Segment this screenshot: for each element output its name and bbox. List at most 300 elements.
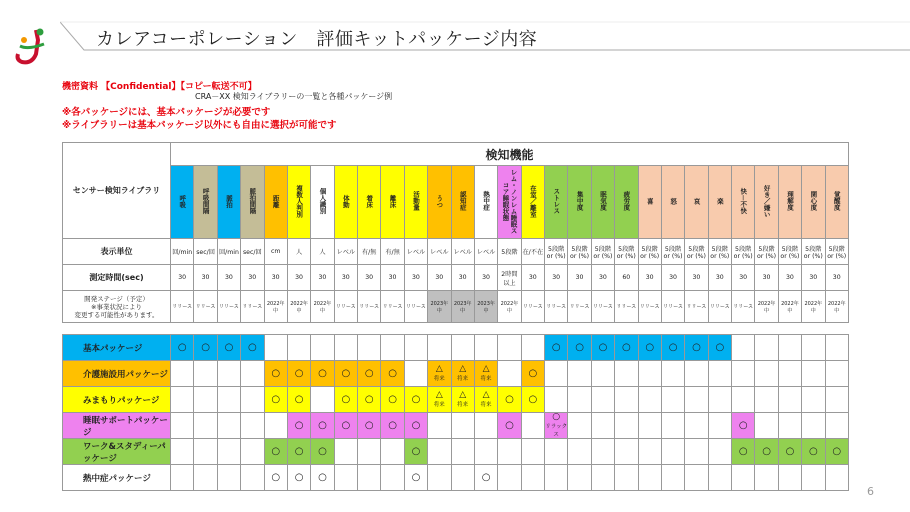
mark: ○ [645,342,655,353]
function-header [311,166,334,239]
unit-cell: 回/min [171,239,194,265]
function-name: 着床 [365,194,374,208]
mark: ○ [715,342,725,353]
mark-label: リラックス [545,424,568,438]
package-cell [521,439,544,465]
stage-row [63,291,849,323]
package-cell [591,439,614,465]
package-cell [264,413,287,439]
package-cell [171,439,194,465]
note-line-2: ※ライブラリーは基本パッケージ以外にも自由に選択が可能です [62,120,337,131]
function-name: 楽 [715,197,724,205]
function-name: 個人識別 [318,188,327,214]
spacer-row [63,323,849,335]
package-cell [381,361,404,387]
package-cell [241,335,264,361]
unit-cell: 回/min [217,239,240,265]
package-cell [217,387,240,413]
package-cell [708,387,731,413]
package-row [63,361,849,387]
package-cell [474,387,497,413]
mark-label: 将来 [433,376,445,382]
package-cell [217,335,240,361]
stage-cell: 2022年中 [755,291,778,323]
time-cell: 30 [381,265,404,291]
mark: ○ [388,420,397,431]
time-cell: 30 [732,265,755,291]
time-cell: 30 [521,265,544,291]
package-cell [568,361,591,387]
stage-cell: リリース [685,291,708,323]
function-header [825,166,848,239]
package-cell [498,439,521,465]
package-cell [755,465,778,491]
package-cell [194,413,217,439]
unit-row [63,239,849,265]
time-cell: 30 [171,265,194,291]
function-name: 体動 [341,194,350,208]
package-cell [802,361,825,387]
package-cell [825,387,848,413]
package-cell [661,335,684,361]
package-cell [381,413,404,439]
mark: ○ [411,394,421,405]
page-title: カレアコーポレーション 評価キットパッケージ内容 [96,29,538,50]
package-name: 熱中症パッケージ [63,465,171,491]
package-cell [241,387,264,413]
package-cell [545,465,568,491]
package-cell [404,439,427,465]
stage-cell: リリース [521,291,544,323]
package-cell [685,439,708,465]
package-cell [615,439,638,465]
mark: ○ [411,446,421,457]
package-cell [264,335,287,361]
package-cell [778,413,801,439]
package-cell [755,335,778,361]
mark: ○ [318,472,327,483]
mark-label: 将来 [433,402,445,408]
function-header [217,166,240,239]
package-cell [358,465,381,491]
package-cell [334,335,357,361]
time-cell: 30 [638,265,661,291]
mark-label: 将来 [457,402,469,408]
mark-label: 将来 [457,376,469,382]
package-cell [358,439,381,465]
function-name: 複数人判別 [295,184,304,218]
stage-cell: 2022年中 [825,291,848,323]
mark: ○ [388,368,397,379]
time-cell: 30 [685,265,708,291]
stage-cell: リリース [404,291,427,323]
time-cell: 30 [451,265,474,291]
package-cell [287,413,310,439]
company-logo [14,26,48,66]
package-cell [217,361,240,387]
mark: ○ [575,342,584,353]
package-cell [778,361,801,387]
function-header [404,166,427,239]
package-cell [474,335,497,361]
unit-cell: 5段階 [498,239,521,265]
mark: ○ [294,394,304,405]
unit-cell: 5段階 or (%) [778,239,801,265]
function-name: 脈拍間隔 [248,188,257,214]
time-cell: 30 [334,265,357,291]
package-cell [451,413,474,439]
package-cell [568,439,591,465]
package-cell [568,335,591,361]
unit-cell: 在/不在 [521,239,544,265]
confidential-note: 機密資料 【Confidential】【コピー転送不可】 [62,82,257,92]
mark: ○ [528,394,538,405]
package-cell [498,413,521,439]
function-header [755,166,778,239]
function-header [194,166,217,239]
package-cell [404,387,427,413]
mark: ○ [505,394,514,405]
unit-cell: 5段階 or (%) [732,239,755,265]
function-name: 好き／嫌い [762,184,771,218]
stage-cell: 2022年中 [498,291,521,323]
mark: ○ [271,472,281,483]
package-cell [358,387,381,413]
header-title-row [63,143,849,166]
stage-cell: 2022年中 [264,291,287,323]
package-cell [194,361,217,387]
package-cell [498,465,521,491]
package-cell [778,387,801,413]
package-cell [287,465,310,491]
package-cell [615,465,638,491]
function-header [287,166,310,239]
package-cell [591,387,614,413]
function-header [802,166,825,239]
package-cell [241,361,264,387]
stage-cell: リリース [638,291,661,323]
stage-cell: 2023年中 [474,291,497,323]
unit-cell: cm [264,239,287,265]
function-header [451,166,474,239]
unit-cell: 5段階 or (%) [802,239,825,265]
function-header [732,166,755,239]
time-cell: 30 [217,265,240,291]
package-name: ワーク&スタディーパッケージ [63,439,171,465]
unit-cell: 5段階 or (%) [638,239,661,265]
package-cell [358,413,381,439]
package-cell [171,387,194,413]
package-cell [287,439,310,465]
unit-cell: レベル [451,239,474,265]
package-cell [732,335,755,361]
package-cell [311,439,334,465]
mark: ○ [224,342,234,353]
time-cell: 30 [358,265,381,291]
unit-cell: レベル [404,239,427,265]
page-number: 6 [867,485,874,498]
unit-cell: 5段階 or (%) [755,239,778,265]
unit-cell: 有/無 [358,239,381,265]
package-cell [755,361,778,387]
package-cell [591,335,614,361]
time-cell: 30 [194,265,217,291]
stage-cell: 2022年中 [802,291,825,323]
package-cell [194,387,217,413]
unit-header: 表示単位 [63,239,171,265]
package-cell [545,387,568,413]
mark: ○ [762,446,771,457]
mark: ○ [294,368,304,379]
mark: ○ [247,342,257,353]
time-cell: 30 [264,265,287,291]
time-cell: 30 [311,265,334,291]
mark: △ [459,364,467,374]
function-name: 活動量 [411,191,420,211]
package-cell [498,335,521,361]
package-cell [661,413,684,439]
stage-cell: リリース [615,291,638,323]
stage-header: 開発ステージ（予定） ※事業状況により 変更する可能性があります。 [63,291,171,323]
package-cell [171,361,194,387]
function-header [638,166,661,239]
stage-cell: リリース [732,291,755,323]
stage-cell: リリース [661,291,684,323]
mark: ○ [294,446,304,457]
mark: ○ [271,446,281,457]
time-cell: 30 [802,265,825,291]
time-cell: 2時間以上 [498,265,521,291]
unit-cell: 5段階 or (%) [825,239,848,265]
function-name: レム・ノンレム睡眠スコア睡眠状態 [501,168,518,234]
package-row [63,465,849,491]
package-cell [451,387,474,413]
unit-cell: 5段階 or (%) [615,239,638,265]
mark: ○ [692,342,701,353]
package-cell [825,335,848,361]
package-cell [661,439,684,465]
mark: ○ [738,446,748,457]
package-cell [521,335,544,361]
mark: ○ [341,394,351,405]
package-cell [778,439,801,465]
package-cell [615,413,638,439]
function-name: 呼吸間隔 [201,188,210,214]
package-cell [568,387,591,413]
function-header [615,166,638,239]
time-cell: 30 [474,265,497,291]
package-cell [638,335,661,361]
package-cell [685,335,708,361]
package-cell [661,361,684,387]
time-cell: 30 [708,265,731,291]
package-cell [334,465,357,491]
stage-cell: リリース [591,291,614,323]
package-cell [474,439,497,465]
package-cell [802,439,825,465]
function-header [358,166,381,239]
package-cell [311,361,334,387]
package-cell [545,413,568,439]
package-cell [732,439,755,465]
package-cell [404,465,427,491]
function-header [568,166,591,239]
time-cell: 30 [661,265,684,291]
function-name-row [63,166,849,239]
package-cell [521,387,544,413]
mark: △ [435,364,443,374]
package-cell [334,413,357,439]
package-cell [732,361,755,387]
package-cell [287,335,310,361]
mark: △ [435,390,443,400]
mark: ○ [551,342,561,353]
mark: ○ [318,368,327,379]
mark: ○ [364,368,374,379]
function-name: 集中度 [575,191,584,211]
mark-label: 将来 [480,376,492,382]
mark: ○ [341,368,351,379]
unit-cell: レベル [474,239,497,265]
library-header: センサー検知ライブラリ [63,143,171,239]
mark: ○ [738,420,748,431]
mark-label: 将来 [480,402,492,408]
package-cell [708,465,731,491]
time-row [63,265,849,291]
stage-cell: 2022年中 [778,291,801,323]
package-cell [451,465,474,491]
mark: ○ [505,420,514,431]
time-cell: 30 [287,265,310,291]
function-name: ストレス [552,188,561,214]
mark: ○ [481,472,491,483]
function-name: 眠気度 [598,191,607,211]
mark: ○ [318,420,327,431]
unit-cell: 5段階 or (%) [568,239,591,265]
mark: ○ [785,446,795,457]
function-name: 関心度 [809,191,818,211]
package-cell [685,361,708,387]
package-cell [638,439,661,465]
time-cell: 30 [545,265,568,291]
package-cell [358,361,381,387]
package-cell [778,465,801,491]
time-cell: 30 [825,265,848,291]
package-cell [825,465,848,491]
library-subtitle: CRA－XX 検知ライブラリーの一覧と各種パッケージ例 [195,92,393,101]
function-name: 覚醒度 [832,191,841,211]
package-cell [545,335,568,361]
package-name: 睡眠サポートパッケージ [63,413,171,439]
mark: ○ [621,342,631,353]
time-cell: 30 [591,265,614,291]
package-cell [217,465,240,491]
package-cell [428,387,451,413]
package-name: みまもりパッケージ [63,387,171,413]
package-cell [217,413,240,439]
package-cell [428,439,451,465]
mark: ○ [294,472,304,483]
function-name: 疲労度 [622,191,631,211]
mark: ○ [552,412,561,422]
package-cell [755,439,778,465]
stage-cell: リリース [381,291,404,323]
package-cell [802,413,825,439]
stage-cell: リリース [194,291,217,323]
package-cell [171,465,194,491]
stage-cell: リリース [708,291,731,323]
package-cell [428,413,451,439]
unit-cell: 人 [287,239,310,265]
time-cell: 30 [568,265,591,291]
package-cell [381,335,404,361]
function-name: 認知症 [458,191,467,211]
package-cell [287,387,310,413]
unit-cell: 5段階 or (%) [545,239,568,265]
mark: ○ [528,368,538,379]
package-cell [264,361,287,387]
package-cell [264,387,287,413]
function-name: 理解度 [785,191,794,211]
mark: ○ [364,394,374,405]
mark: ○ [318,446,327,457]
package-cell [778,335,801,361]
package-row [63,387,849,413]
package-cell [217,439,240,465]
package-cell [545,439,568,465]
function-header [591,166,614,239]
package-cell [381,465,404,491]
package-cell [591,413,614,439]
package-cell [194,465,217,491]
package-cell [755,413,778,439]
package-cell [521,465,544,491]
package-cell [825,413,848,439]
stage-cell: リリース [217,291,240,323]
package-cell [755,387,778,413]
time-cell: 60 [615,265,638,291]
stage-cell: リリース [171,291,194,323]
unit-cell: 有/無 [381,239,404,265]
package-cell [732,465,755,491]
package-cell [498,387,521,413]
package-cell [241,413,264,439]
package-notes [62,106,336,132]
note-line-1: ※各パッケージには、基本パッケージが必要です [62,107,271,118]
package-cell [732,387,755,413]
mark: ○ [808,446,818,457]
package-cell [545,361,568,387]
package-cell [568,465,591,491]
package-name: 介護施設用パッケージ [63,361,171,387]
package-cell [451,361,474,387]
package-cell [334,387,357,413]
mark: △ [482,364,490,374]
package-cell [521,361,544,387]
mark: ○ [364,420,374,431]
function-header [778,166,801,239]
function-header [334,166,357,239]
unit-cell: 5段階 or (%) [685,239,708,265]
time-cell: 30 [755,265,778,291]
package-cell [661,387,684,413]
package-cell [334,361,357,387]
package-cell [428,335,451,361]
function-header [661,166,684,239]
package-cell [685,387,708,413]
package-cell [404,413,427,439]
package-cell [451,439,474,465]
